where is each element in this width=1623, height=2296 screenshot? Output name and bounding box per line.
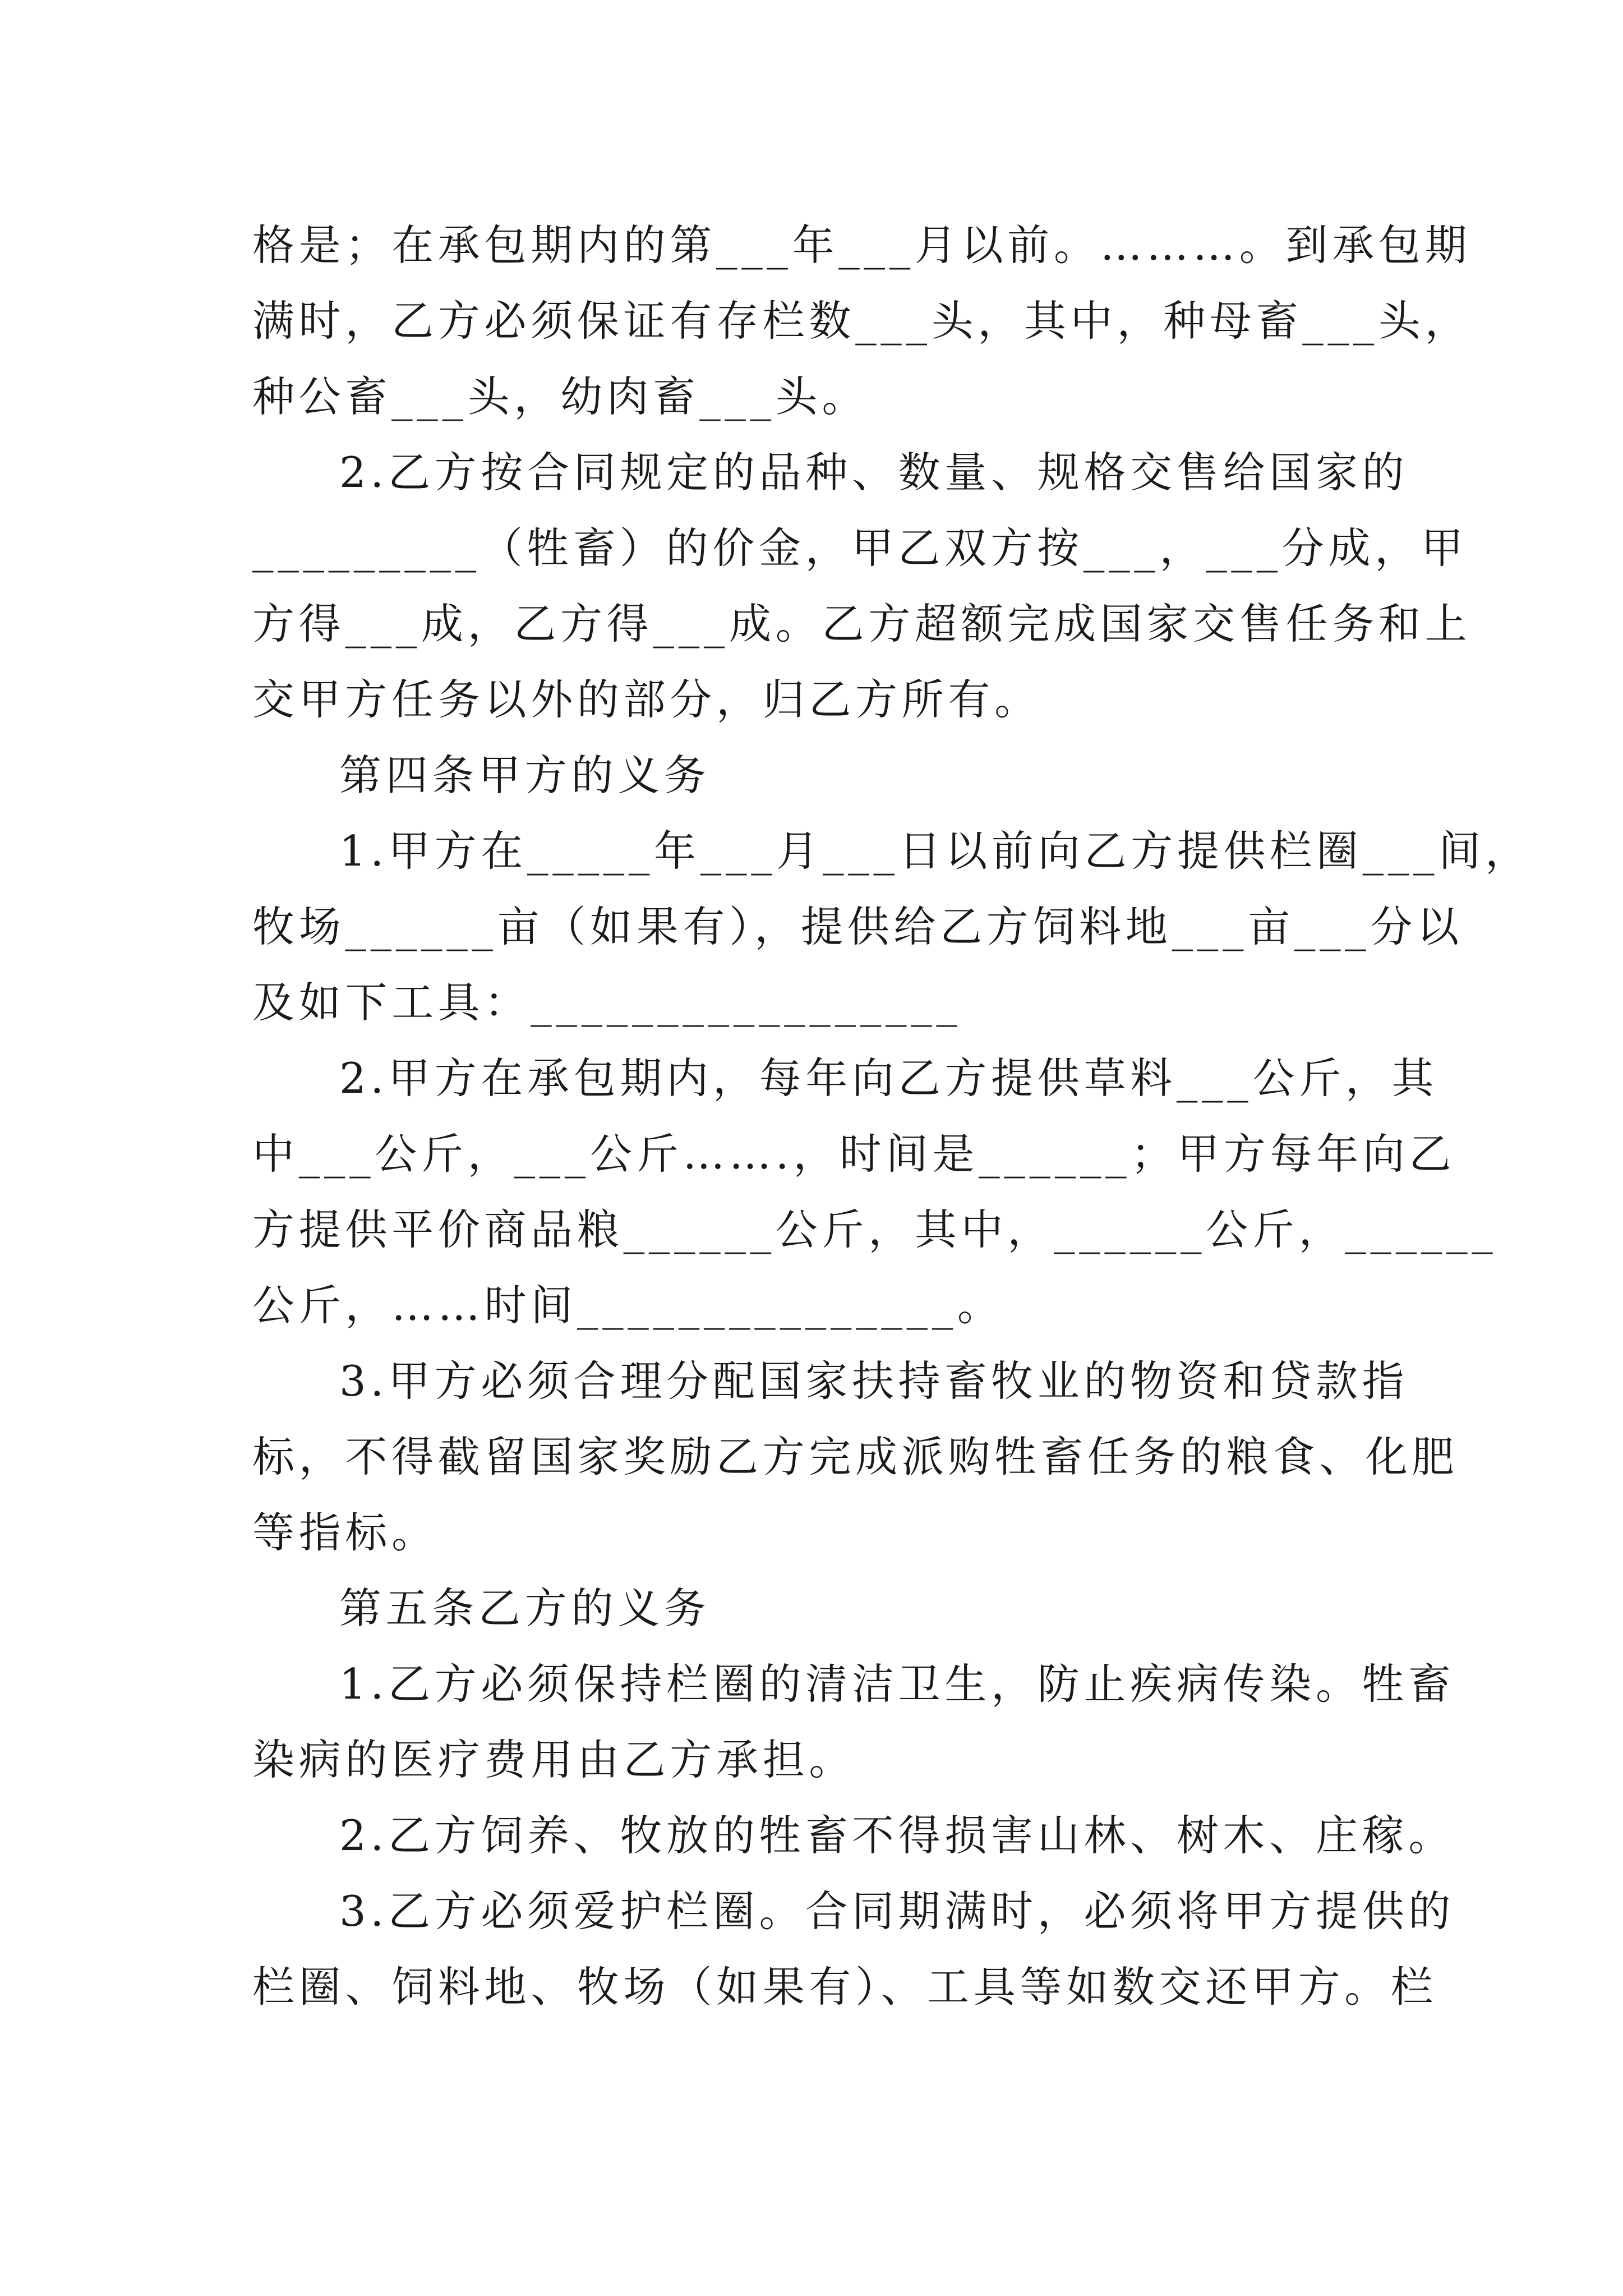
text-line: 方得___成，乙方得___成。乙方超额完成国家交售任务和上 xyxy=(252,599,1472,648)
text-line: 及如下工具：_________________ xyxy=(252,978,962,1027)
text-line: 栏圈、饲料地、牧场（如果有）、工具等如数交还甲方。栏 xyxy=(252,1962,1437,2012)
text-line: 3.甲方必须合理分配国家扶持畜牧业的物资和贷款指 xyxy=(339,1356,1409,1406)
text-line: 方提供平价商品粮______公斤，其中，______公斤，______ xyxy=(252,1205,1497,1254)
text-line: 格是；在承包期内的第___年___月以前。………。到承包期 xyxy=(252,220,1472,270)
text-line: 染病的医疗费用由乙方承担。 xyxy=(252,1735,856,1784)
text-line: 种公畜___头，幼肉畜___头。 xyxy=(252,372,869,421)
text-line: 3.乙方必须爱护栏圈。合同期满时，必须将甲方提供的 xyxy=(339,1887,1455,1936)
text-line: 2.甲方在承包期内，每年向乙方提供草料___公斤，其 xyxy=(339,1053,1438,1103)
text-line: 牧场______亩（如果有），提供给乙方饲料地___亩___分以 xyxy=(252,902,1463,951)
text-line: 2.乙方饲养、牧放的牲畜不得损害山林、树木、庄稼。 xyxy=(339,1811,1455,1860)
document-page xyxy=(252,208,1532,2025)
text-line: 标，不得截留国家奖励乙方完成派购牲畜任务的粮食、化肥 xyxy=(252,1432,1459,1481)
text-line: _________（牲畜）的价金，甲乙双方按___，___分成，甲 xyxy=(252,523,1468,573)
section-heading: 第四条甲方的义务 xyxy=(339,751,711,800)
text-line: 交甲方任务以外的部分，归乙方所有。 xyxy=(252,675,1041,724)
text-line: 公斤，……时间_______________。 xyxy=(252,1281,1004,1330)
text-line: 2.乙方按合同规定的品种、数量、规格交售给国家的 xyxy=(339,448,1409,497)
text-line: 等指标。 xyxy=(252,1508,438,1557)
text-line: 1.乙方必须保持栏圈的清洁卫生，防止疾病传染。牲畜 xyxy=(339,1659,1455,1709)
text-line: 满时，乙方必须保证有存栏数___头，其中，种母畜___头， xyxy=(252,296,1472,346)
section-heading: 第五条乙方的义务 xyxy=(339,1584,711,1633)
text-line: 中___公斤，___公斤…….，时间是______；甲方每年向乙 xyxy=(252,1129,1456,1179)
text-line: 1.甲方在_____年___月___日以前向乙方提供栏圈___间， xyxy=(339,826,1532,876)
